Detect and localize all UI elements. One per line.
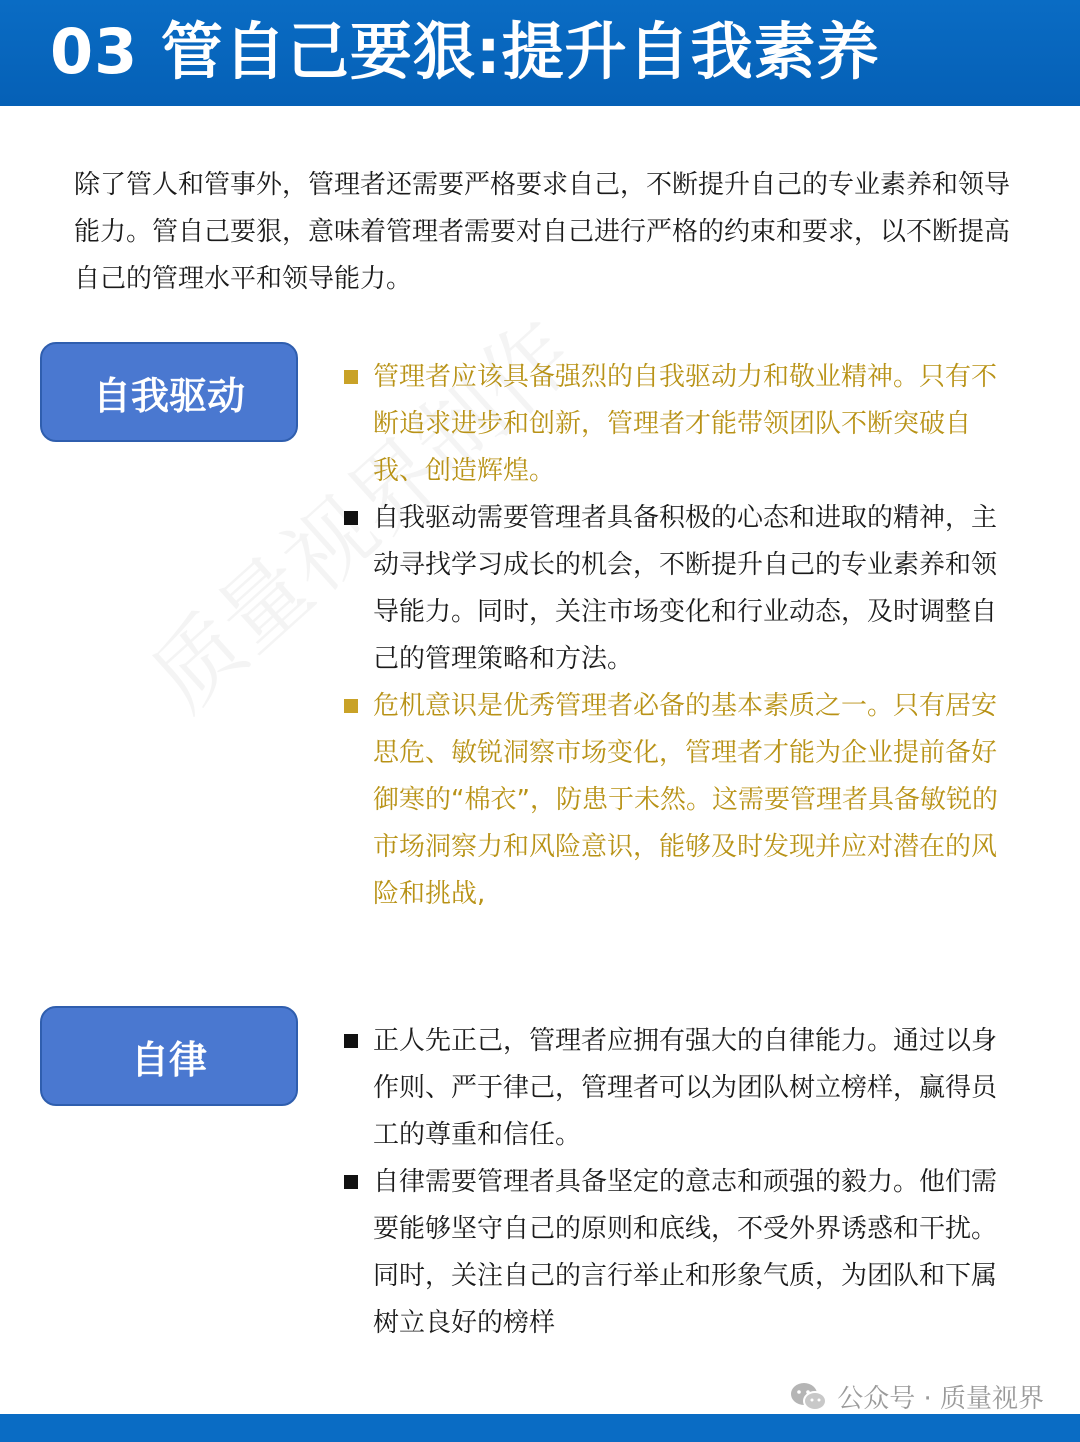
bullet-list-self-drive: [340, 354, 1010, 918]
footer-bar: [0, 1414, 1080, 1442]
footer-text: 公众号 · 质量视界: [837, 1384, 1044, 1414]
square-bullet-icon: [344, 699, 358, 713]
bullet-text: 自我驱动需要管理者具备积极的心态和进取的精神，主动寻找学习成长的机会，不断提升自己的专业素养和领导能力。同时，关注市场变化和行业动态，及时调整自己的管理策略和方法。: [373, 503, 998, 674]
list-item: [340, 354, 1010, 495]
page-title: 03 管自己要狠:提升自我素养: [50, 15, 880, 88]
square-bullet-icon: [344, 1034, 358, 1048]
section-label-self-drive: 自我驱动: [40, 342, 298, 442]
bullet-list-self-discipline: [340, 1018, 1010, 1347]
footer-credit: [789, 1378, 1044, 1415]
square-bullet-icon: [344, 1175, 358, 1189]
list-item: [340, 1018, 1010, 1159]
bullet-text: 危机意识是优秀管理者必备的基本素质之一。只有居安思危、敏锐洞察市场变化，管理者才能为企业提前备好御寒的“棉衣”，防患于未然。这需要管理者具备敏锐的市场洞察力和风险意识，能够及时发现并应对潜在的风险和挑战,: [373, 691, 998, 909]
header-bar: [0, 0, 1080, 106]
wechat-icon: [789, 1381, 829, 1413]
bullet-text: 管理者应该具备强烈的自我驱动力和敬业精神。只有不断追求进步和创新，管理者才能带领团队不断突破自我、创造辉煌。: [373, 362, 998, 486]
section-label-self-discipline: 自律: [40, 1006, 298, 1106]
square-bullet-icon: [344, 511, 358, 525]
list-item: [340, 1159, 1010, 1347]
list-item: [340, 495, 1010, 683]
intro-paragraph: 除了管人和管事外，管理者还需要严格要求自己，不断提升自己的专业素养和领导能力。管自己要狠，意味着管理者需要对自己进行严格的约束和要求，以不断提高自己的管理水平和领导能力。: [74, 170, 1011, 294]
bullet-text: 正人先正己，管理者应拥有强大的自律能力。通过以身作则、严于律己，管理者可以为团队树立榜样，赢得员工的尊重和信任。: [373, 1026, 998, 1150]
list-item: [340, 683, 1010, 918]
bullet-text: 自律需要管理者具备坚定的意志和顽强的毅力。他们需要能够坚守自己的原则和底线，不受外界诱惑和干扰。同时，关注自己的言行举止和形象气质，为团队和下属树立良好的榜样: [373, 1167, 998, 1338]
square-bullet-icon: [344, 370, 358, 384]
